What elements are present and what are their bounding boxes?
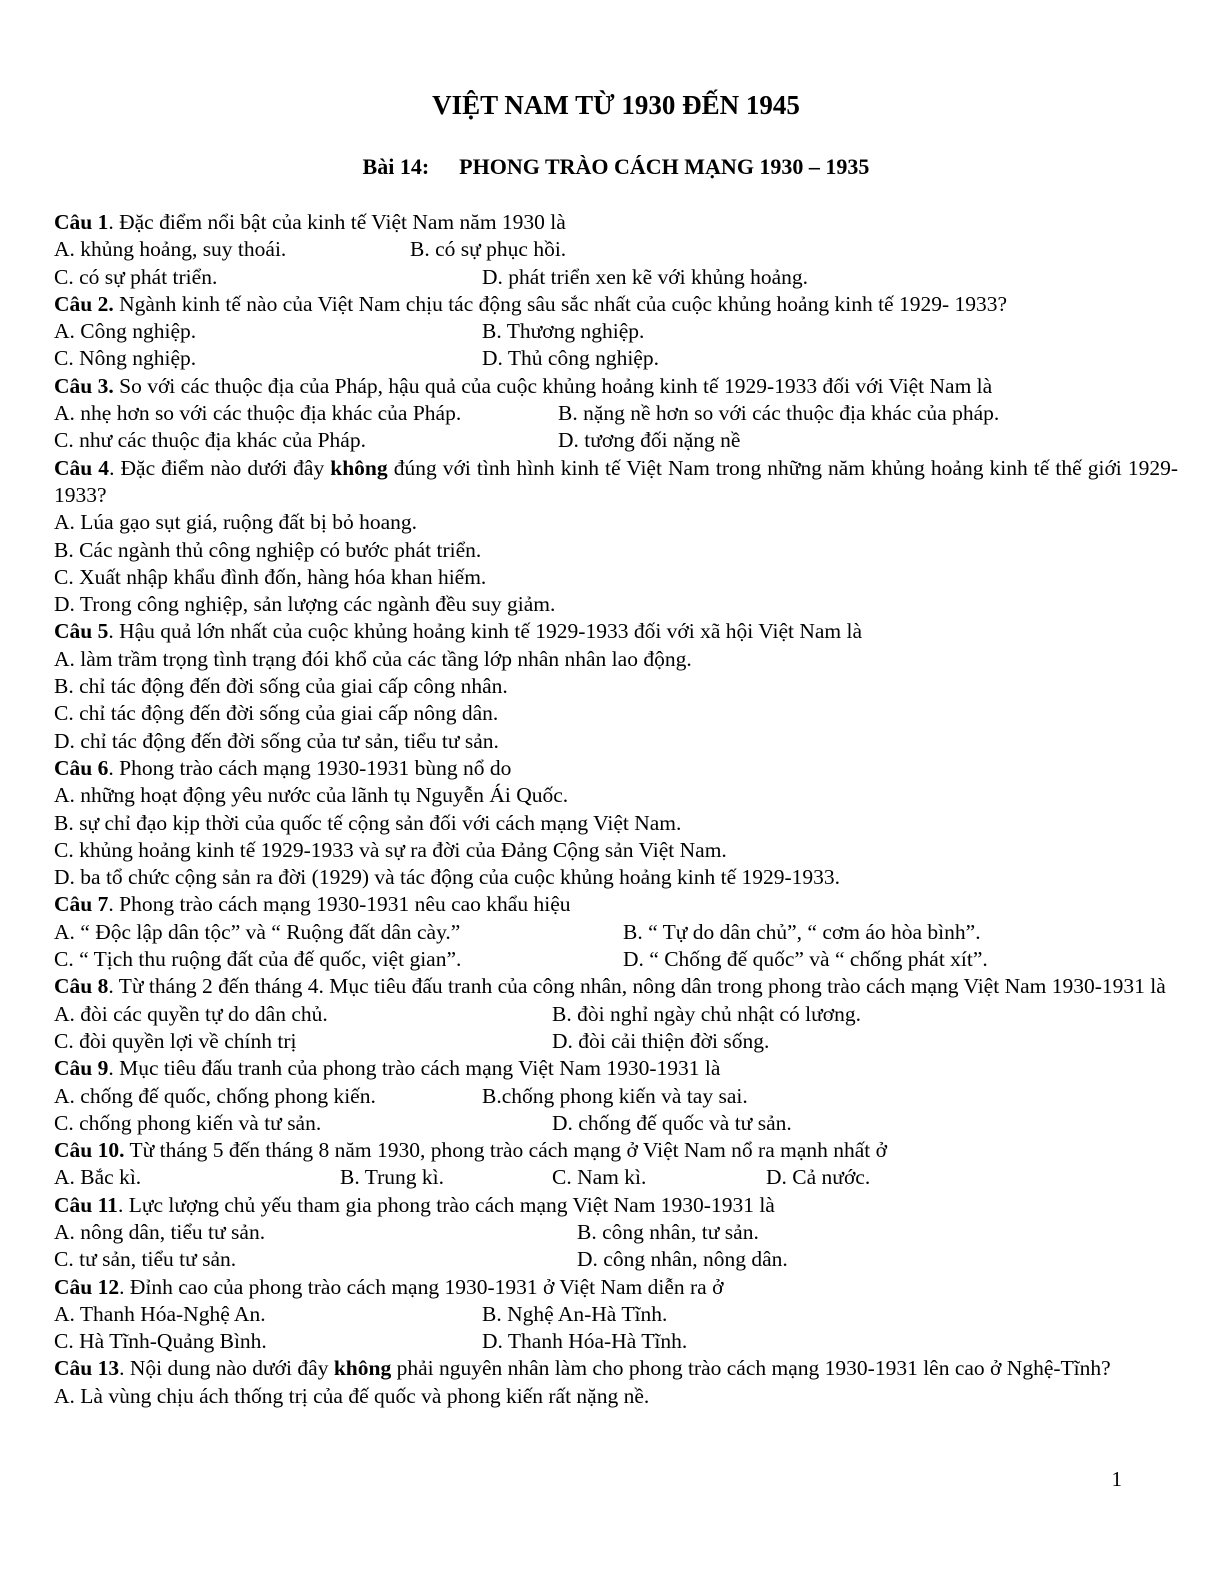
option-a: A. Là vùng chịu ách thống trị của đế quốc và phong kiến rất nặng nề. <box>54 1383 650 1408</box>
option-c: C. như các thuộc địa khác của Pháp. <box>54 428 366 453</box>
option-a: A. Công nghiệp. <box>54 319 197 344</box>
option-a: A. “ Độc lập dân tộc” và “ Ruộng đất dân cày.” <box>54 919 461 944</box>
option-c: C. Nam kì. <box>552 1165 647 1190</box>
question-text: . Nội dung nào dưới đây <box>119 1356 334 1381</box>
question-label: Câu 1 <box>54 210 109 234</box>
question-4 <box>54 455 1178 510</box>
question-10 <box>54 1137 1178 1164</box>
option-c: C. đòi quyền lợi về chính trị <box>54 1028 297 1053</box>
question-text: . Lực lượng chủ yếu tham gia phong trào cách mạng Việt Nam 1930-1931 là <box>117 1192 775 1217</box>
option-b: B. Các ngành thủ công nghiệp có bước phát triển. <box>54 537 482 562</box>
document-title: VIỆT NAM TỪ 1930 ĐẾN 1945 <box>432 90 800 120</box>
page-number: 1 <box>1111 1467 1122 1491</box>
option-c: C. có sự phát triển. <box>54 264 218 289</box>
question-label: Câu 13 <box>54 1356 120 1381</box>
question-emphasis: không <box>330 455 388 480</box>
option-d: D. Thủ công nghiệp. <box>482 346 659 371</box>
option-b: B. Trung kì. <box>340 1165 444 1190</box>
question-text: đúng với tình hình kinh tế Việt Nam trong những năm khủng hoảng kinh tế thế giới 1929-1933? <box>54 455 1179 507</box>
question-text: Ngành kinh tế nào của Việt Nam chịu tác động sâu sắc nhất của cuộc khủng hoảng kinh tế 1929- 1933? <box>113 291 1008 316</box>
question-text: . Đỉnh cao của phong trào cách mạng 1930-1931 ở Việt Nam diễn ra ở <box>119 1274 724 1299</box>
question-text: . Phong trào cách mạng 1930-1931 bùng nổ do <box>108 755 512 780</box>
option-d: D. Cả nước. <box>766 1165 871 1190</box>
question-emphasis: không <box>333 1356 392 1381</box>
question-text: Từ tháng 5 đến tháng 8 năm 1930, phong trào cách mạng ở Việt Nam nổ ra mạnh nhất ở <box>124 1138 888 1163</box>
option-a: A. những hoạt động yêu nước của lãnh tụ Nguyễn Ái Quốc. <box>54 783 569 808</box>
question-text: . Hậu quả lớn nhất của cuộc khủng hoảng kinh tế 1929-1933 đối với xã hội Việt Nam là <box>108 619 863 644</box>
option-a: A. nhẹ hơn so với các thuộc địa khác của Pháp. <box>54 401 462 426</box>
option-a: A. Thanh Hóa-Nghệ An. <box>54 1301 266 1326</box>
question-label: Câu 7 <box>54 892 109 917</box>
question-label: Câu 9 <box>54 1056 109 1081</box>
question-5 <box>54 618 1178 645</box>
option-d: D. Thanh Hóa-Hà Tĩnh. <box>482 1329 688 1354</box>
option-b: B. công nhân, tư sản. <box>577 1219 759 1244</box>
option-c: C. tư sản, tiểu tư sản. <box>54 1247 237 1272</box>
question-8 <box>54 973 1178 1000</box>
question-11 <box>54 1192 1178 1219</box>
option-c: C. Nông nghiệp. <box>54 346 197 371</box>
question-text: phải nguyên nhân làm cho phong trào cách mạng 1930-1931 lên cao ở Nghệ-Tĩnh? <box>391 1356 1111 1381</box>
question-text: . Đặc điểm nào dưới đây <box>109 455 331 480</box>
option-d: D. Trong công nghiệp, sản lượng các ngành đều suy giảm. <box>54 592 556 617</box>
question-label: Câu 8 <box>54 974 109 999</box>
option-b: B. có sự phục hồi. <box>410 237 567 262</box>
option-a: A. làm trầm trọng tình trạng đói khổ của các tầng lớp nhân nhân lao động. <box>54 646 692 671</box>
option-b: B. nặng nề hơn so với các thuộc địa khác của pháp. <box>558 401 1000 426</box>
option-b: B. “ Tự do dân chủ”, “ cơm áo hòa bình”. <box>623 919 981 944</box>
option-a: A. đòi các quyền tự do dân chủ. <box>54 1001 328 1026</box>
option-b: B. chỉ tác động đến đời sống của giai cấp công nhân. <box>54 674 508 699</box>
question-text: . Phong trào cách mạng 1930-1931 nêu cao khẩu hiệu <box>108 892 571 917</box>
option-b: B. Nghệ An-Hà Tĩnh. <box>482 1301 668 1326</box>
option-c: C. “ Tịch thu ruộng đất của đế quốc, việt gian”. <box>54 947 462 972</box>
option-c: C. chỉ tác động đến đời sống của giai cấp nông dân. <box>54 701 499 726</box>
question-list <box>54 209 1178 1410</box>
option-a: A. chống đế quốc, chống phong kiến. <box>54 1083 376 1108</box>
option-b: B.chống phong kiến và tay sai. <box>482 1083 748 1108</box>
option-c: C. khủng hoảng kinh tế 1929-1933 và sự ra đời của Đảng Cộng sản Việt Nam. <box>54 837 727 862</box>
option-c: C. Xuất nhập khẩu đình đốn, hàng hóa khan hiếm. <box>54 564 487 589</box>
question-text: . Mục tiêu đấu tranh của phong trào cách mạng Việt Nam 1930-1931 là <box>108 1056 721 1081</box>
option-b: B. sự chỉ đạo kịp thời của quốc tế cộng sản đối với cách mạng Việt Nam. <box>54 810 682 835</box>
question-label: Câu 4 <box>54 455 110 480</box>
question-text: So với các thuộc địa của Pháp, hậu quả của cuộc khủng hoảng kinh tế 1929-1933 đối với Việt Nam là <box>113 373 993 398</box>
option-c: C. chống phong kiến và tư sản. <box>54 1110 322 1135</box>
option-a: A. Lúa gạo sụt giá, ruộng đất bị bỏ hoang. <box>54 510 418 535</box>
option-d: D. phát triển xen kẽ với khủng hoảng. <box>482 264 809 289</box>
question-7 <box>54 891 1178 918</box>
question-text: . Đặc điểm nổi bật của kinh tế Việt Nam năm 1930 là <box>108 210 566 234</box>
question-2 <box>54 291 1178 318</box>
option-d: D. ba tổ chức cộng sản ra đời (1929) và tác động của cuộc khủng hoảng kinh tế 1929-1933. <box>54 865 841 890</box>
question-13 <box>54 1355 1178 1382</box>
option-b: B. Thương nghiệp. <box>482 319 645 344</box>
question-label: Câu 2. <box>54 291 114 316</box>
question-label: Câu 5 <box>54 619 109 644</box>
question-label: Câu 6 <box>54 755 109 780</box>
option-c: C. Hà Tĩnh-Quảng Bình. <box>54 1329 267 1354</box>
question-label: Câu 12 <box>54 1274 120 1299</box>
option-b: B. đòi nghỉ ngày chủ nhật có lương. <box>552 1001 862 1026</box>
option-a: A. nông dân, tiểu tư sản. <box>54 1219 266 1244</box>
option-a: A. Bắc kì. <box>54 1165 142 1190</box>
option-d: D. “ Chống đế quốc” và “ chống phát xít”. <box>623 947 988 972</box>
question-12 <box>54 1274 1178 1301</box>
lesson-heading <box>54 152 1178 182</box>
question-text: . Từ tháng 2 đến tháng 4. Mục tiêu đấu tranh của công nhân, nông dân trong phong trào cách mạng Việt Nam 1930-1931 là <box>108 974 1166 999</box>
option-d: D. tương đối nặng nề <box>558 428 741 453</box>
option-d: D. đòi cải thiện đời sống. <box>552 1028 770 1053</box>
option-d: D. chống đế quốc và tư sản. <box>552 1110 792 1135</box>
question-6 <box>54 755 1178 782</box>
question-label: Câu 10. <box>54 1138 125 1163</box>
option-a: A. khủng hoảng, suy thoái. <box>54 237 287 262</box>
question-1 <box>54 209 1178 236</box>
question-label: Câu 11 <box>54 1192 118 1217</box>
option-d: D. công nhân, nông dân. <box>577 1247 788 1272</box>
lesson-label: Bài 14: <box>362 154 430 179</box>
lesson-name: PHONG TRÀO CÁCH MẠNG 1930 – 1935 <box>459 154 870 179</box>
question-label: Câu 3. <box>54 373 114 398</box>
question-3 <box>54 373 1178 400</box>
question-9 <box>54 1055 1178 1082</box>
option-d: D. chỉ tác động đến đời sống của tư sản, tiểu tư sản. <box>54 728 499 753</box>
